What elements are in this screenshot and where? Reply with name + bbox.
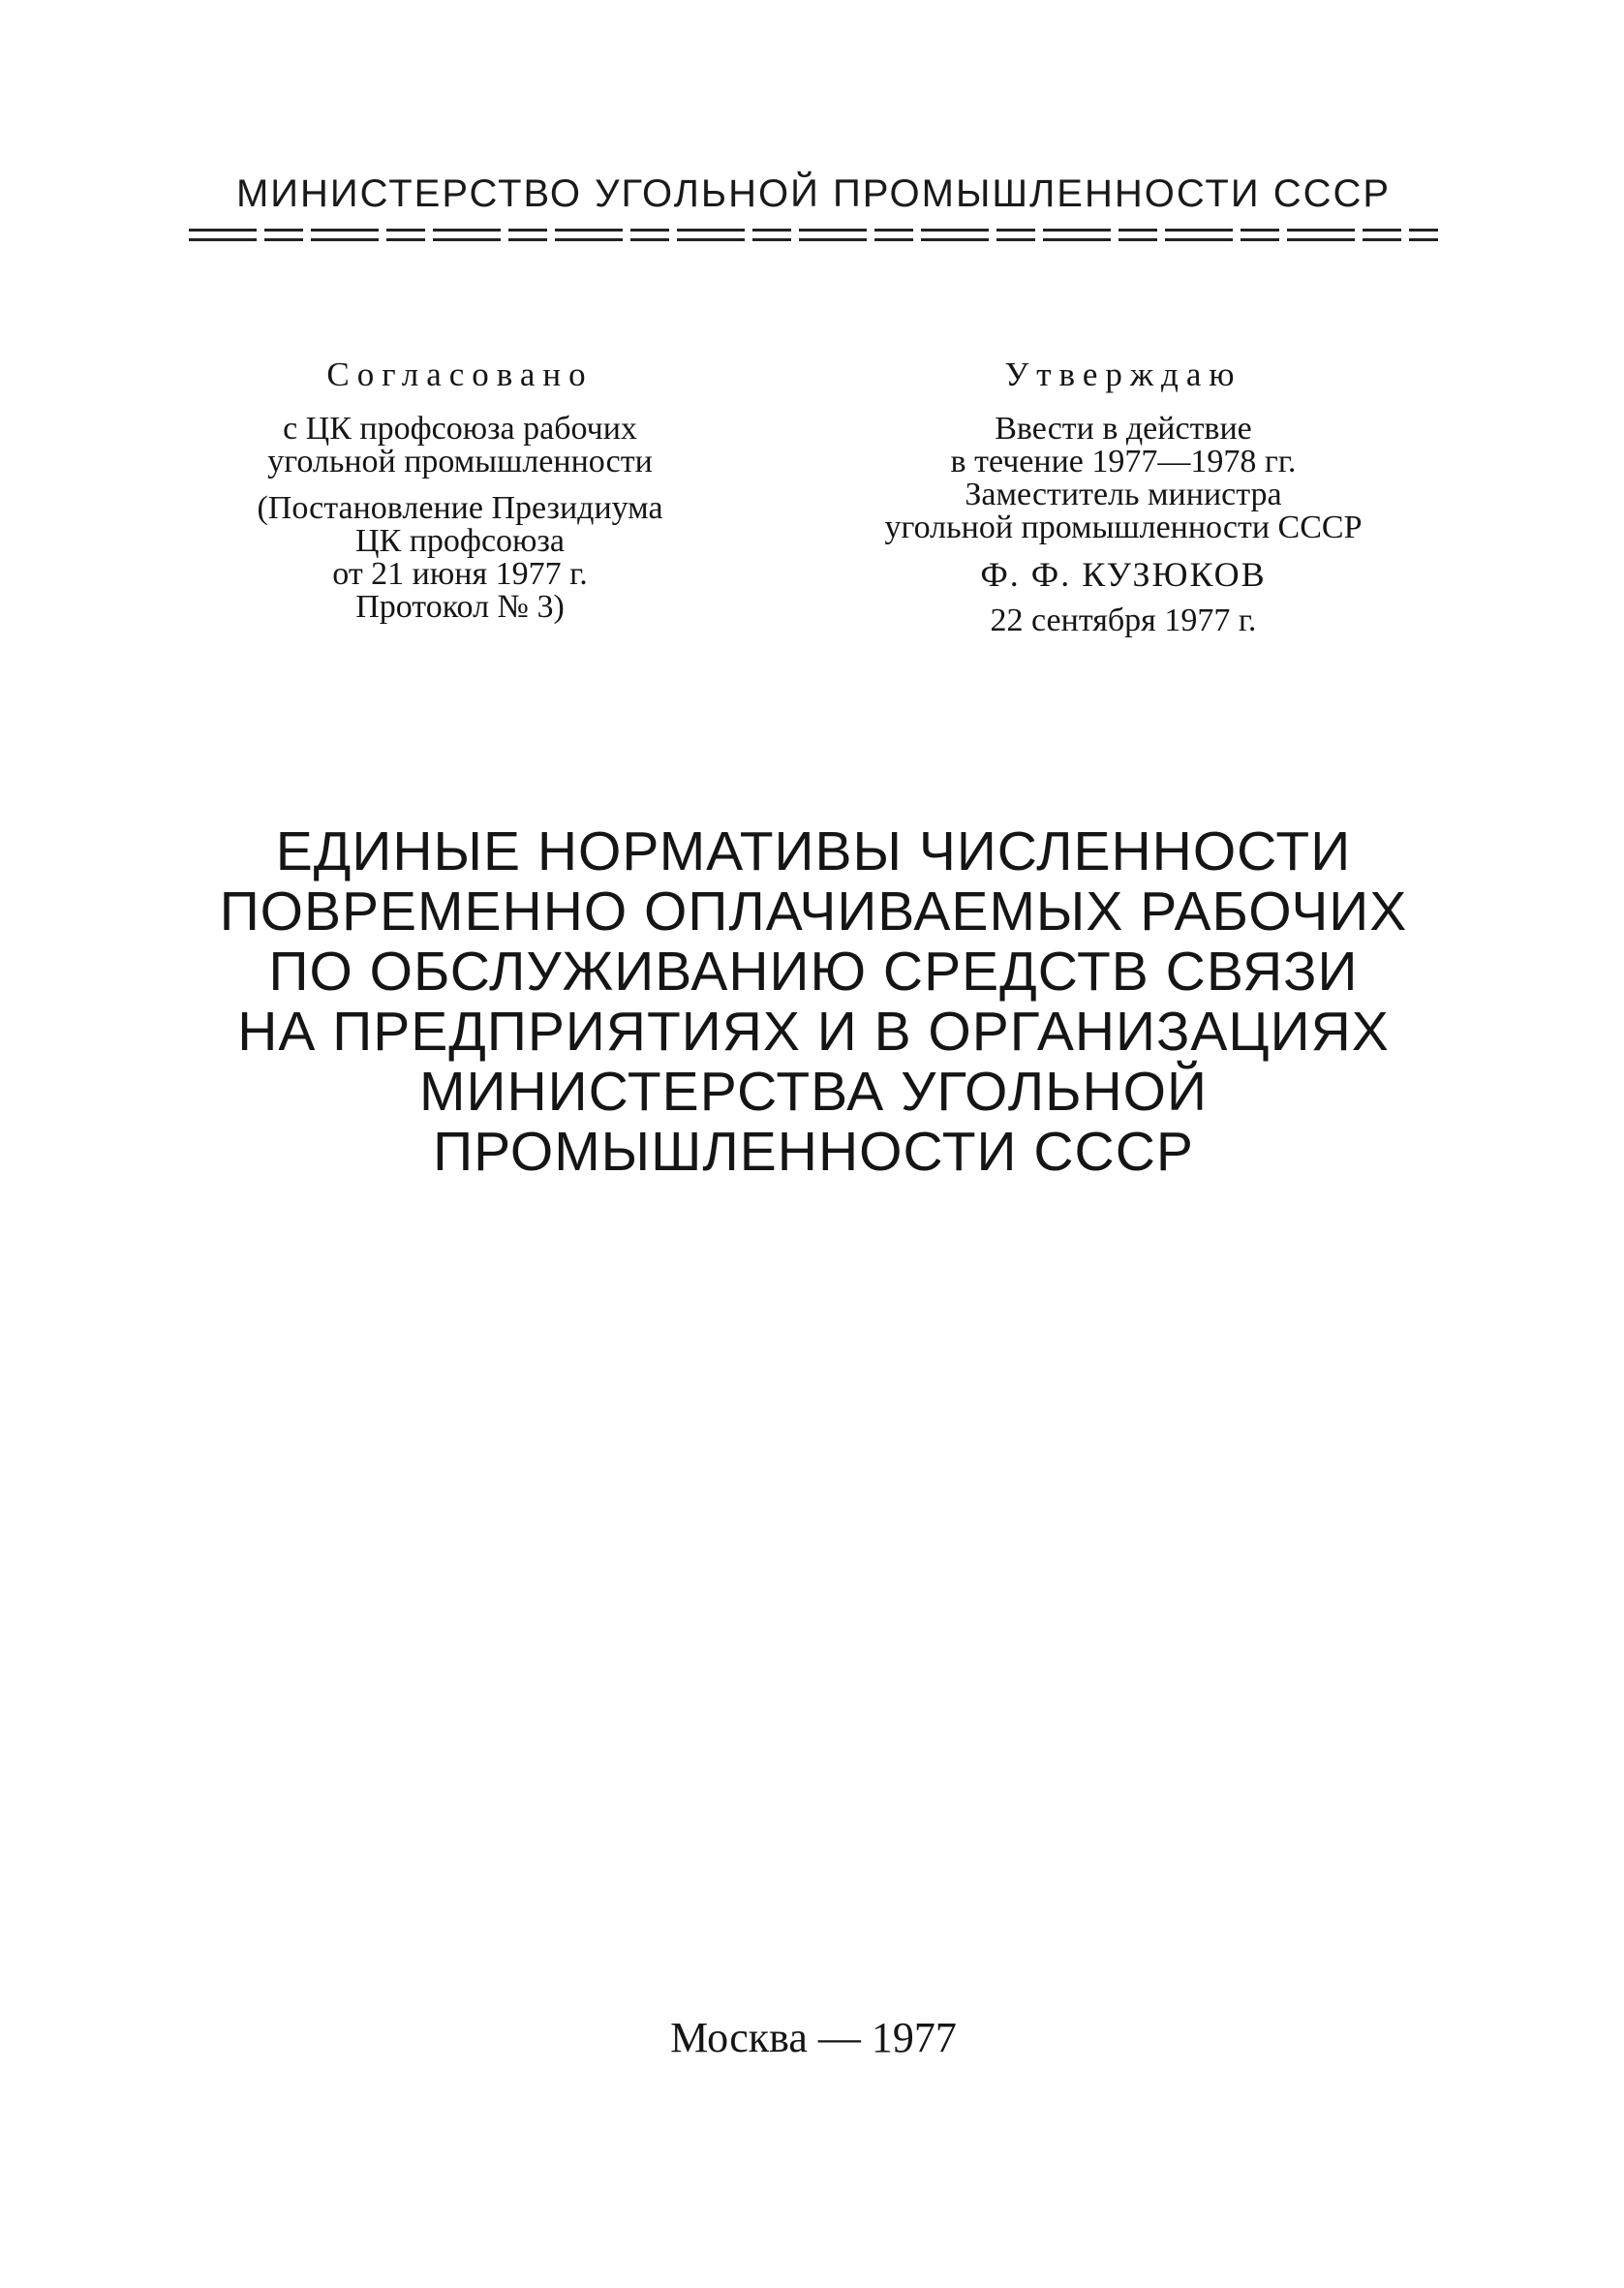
approved-date: 22 сентября 1977 г. (990, 603, 1257, 638)
approved-line: в течение 1977—1978 гг. (950, 444, 1297, 479)
title-line: ПОВРЕМЕННО ОПЛАЧИВАЕМЫХ РАБОЧИХ (219, 881, 1408, 943)
header-rule-bottom (189, 238, 1438, 241)
agreed-resolution-line: ЦК профсоюза (355, 523, 565, 559)
approved-line: угольной промышленности СССР (884, 510, 1363, 545)
approved-signatory: Ф. Ф. КУЗЮКОВ (980, 555, 1267, 594)
approved-line: Заместитель министра (965, 477, 1282, 512)
agreed-resolution-line: (Постановление Президиума (257, 490, 663, 526)
title-line: НА ПРЕДПРИЯТИЯХ И В ОРГАНИЗАЦИЯХ (237, 1001, 1390, 1063)
agreed-resolution-line: Протокол № 3) (355, 589, 565, 625)
agreed-resolution-line: от 21 июня 1977 г. (332, 556, 588, 592)
approved-block (833, 358, 1414, 637)
header-rule-top (189, 229, 1438, 232)
agreed-block (237, 358, 683, 624)
title-line: ЕДИНЫЕ НОРМАТИВЫ ЧИСЛЕННОСТИ (275, 820, 1352, 882)
approved-line: Ввести в действие (995, 411, 1252, 447)
agreed-line: угольной промышленности (267, 444, 653, 479)
document-title (145, 821, 1482, 1182)
title-line: ПО ОБСЛУЖИВАНИЮ СРЕДСТВ СВЯЗИ (268, 941, 1359, 1003)
ministry-header: МИНИСТЕРСТВО УГОЛЬНОЙ ПРОМЫШЛЕННОСТИ СССР (235, 172, 1392, 215)
title-line: ПРОМЫШЛЕННОСТИ СССР (433, 1121, 1194, 1183)
agreed-heading: Согласовано (326, 356, 594, 393)
title-line: МИНИСТЕРСТВА УГОЛЬНОЙ (419, 1061, 1208, 1123)
agreed-line: с ЦК профсоюза рабочих (283, 411, 637, 447)
approved-heading: Утверждаю (1004, 356, 1242, 393)
place-year: Москва — 1977 (670, 2014, 957, 2061)
